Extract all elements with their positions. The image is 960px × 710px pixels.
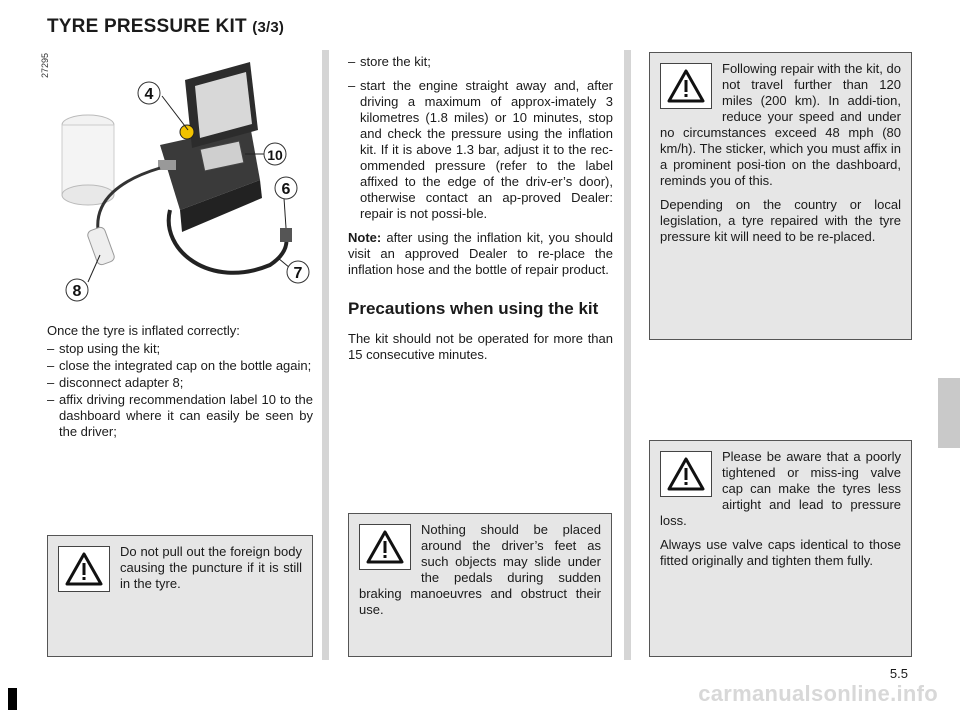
list-item: – store the kit; [348, 54, 613, 70]
svg-text:8: 8 [72, 283, 82, 300]
page-title [47, 16, 284, 38]
tyre-kit-illustration [40, 50, 320, 305]
list-item: – affix driving recommendation label 10 to the dashboard where it can easily be seen by the driver; [47, 392, 313, 440]
list-item: – start the engine straight away and, after driving a maximum of approx-imately 3 kilometres (1.8 miles) or 10 minutes, stop and check the pressure using the inflation kit. If it is above 1.3 bar, adjust it to the rec-ommended pressure (refer to the label affixed to the edge of the driv-er’s door), otherwise contact an ap-proved Dealer: repair is not possi-ble. [348, 78, 613, 222]
warning-text: Depending on the country or local legislation, a tyre repaired with the tyre pressure kit will need to be re-placed. [660, 197, 901, 244]
warning-text: Always use valve caps identical to those fitted originally and tighten them fully. [660, 537, 901, 568]
svg-text:7: 7 [293, 265, 303, 282]
warning-triangle-icon [660, 63, 712, 109]
warning-text: Do not pull out the foreign body causing the puncture if it is still in the tyre. [120, 544, 302, 591]
inflation-steps [47, 323, 313, 441]
warning-after-repair [649, 52, 912, 340]
list-item: – close the integrated cap on the bottle again; [47, 358, 313, 374]
compressor-icon [158, 62, 262, 232]
print-mark [8, 688, 17, 710]
callout-6 [275, 177, 297, 199]
page-number: 5.5 [889, 666, 908, 681]
warning-foreign-body [47, 535, 313, 657]
warning-valve-cap [649, 440, 912, 657]
warning-text: Following repair with the kit, do not travel further than 120 miles (200 km). In addi-tion, reduce your speed and under no circumstances exceed 48 mph (80 km/h). The sticker, which you must affix in a prominent posi-tion on the dashboard, reminds you of this. [660, 61, 901, 188]
column-divider [322, 50, 329, 660]
section-heading: Precautions when using the kit [348, 299, 599, 318]
warning-triangle-icon [359, 524, 411, 570]
title-part: (3/3) [252, 19, 285, 36]
warning-text: Please be aware that a poorly tightened or miss-ing valve cap can make the tyres less airtight and lead to pressure loss. [660, 449, 901, 528]
watermark: carmanualsonline.info [698, 681, 938, 706]
column-divider [624, 50, 631, 660]
chapter-tab [938, 378, 960, 448]
warning-text: Nothing should be placed around the driver’s feet as such objects may slide under the pedals during sudden braking manoeuvres and obstruct their use. [359, 522, 601, 617]
intro-text: Once the tyre is inflated correctly: [47, 323, 240, 338]
warning-triangle-icon [660, 451, 712, 497]
warning-triangle-icon [58, 546, 110, 592]
figure-reference: 27295 [40, 52, 50, 78]
callout-8 [66, 279, 88, 301]
callout-4 [138, 82, 160, 104]
callout-10 [264, 143, 286, 165]
svg-text:10: 10 [267, 147, 283, 163]
callout-7 [287, 261, 309, 283]
title-text: TYRE PRESSURE KIT [47, 16, 247, 37]
precaution-text: The kit should not be operated for more than 15 consecutive minutes. [348, 331, 613, 362]
sealant-bottle-icon [62, 115, 114, 205]
note-label: Note: [348, 230, 382, 245]
warning-driver-feet [348, 513, 612, 657]
after-repair-steps [348, 54, 613, 371]
adapter-icon [86, 226, 115, 266]
list-item: – disconnect adapter 8; [47, 375, 313, 391]
svg-text:4: 4 [144, 86, 154, 103]
note-text: after using the inflation kit, you should visit an approved Dealer to re-place the inflation hose and the bottle of repair product. [348, 230, 613, 277]
list-item: – stop using the kit; [47, 341, 313, 357]
svg-text:6: 6 [281, 181, 291, 198]
note-paragraph [348, 230, 613, 278]
